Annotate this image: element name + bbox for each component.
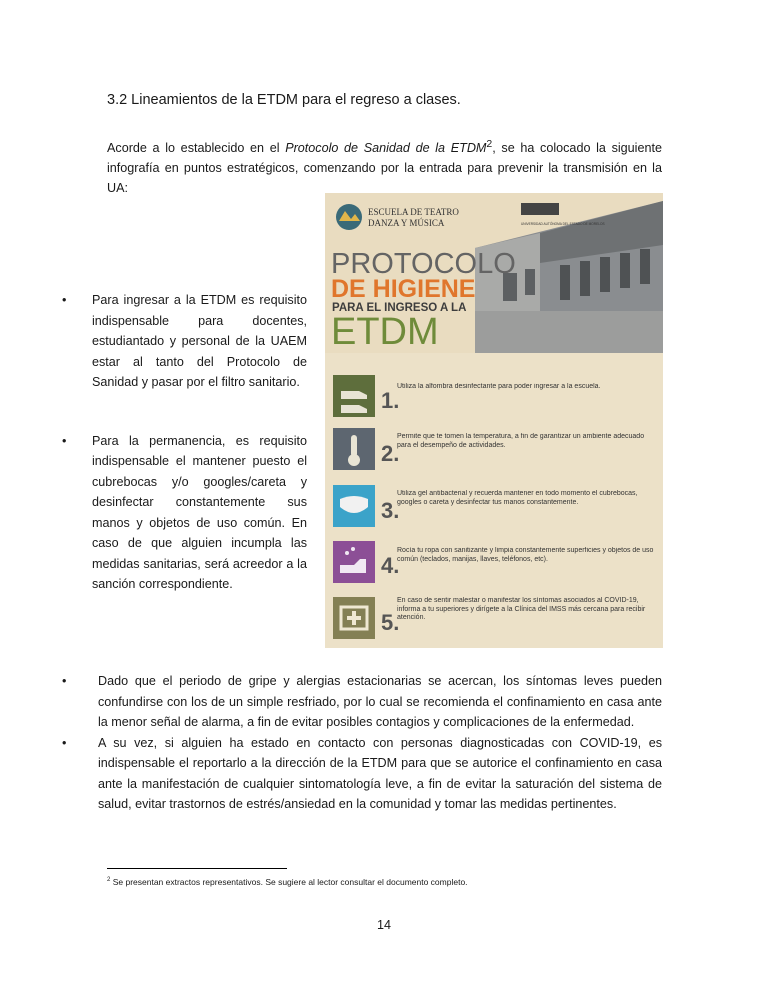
university-name: UNIVERSIDAD AUTÓNOMA DEL ESTADO DE MORELOS <box>521 222 605 226</box>
intro-paragraph <box>107 134 662 198</box>
infographic-graphic <box>325 193 663 648</box>
list-item-text: Para la permanencia, es requisito indispensable el mantener puesto el cubrebocas y/o googles/careta y desinfectar constantemente sus manos y objetos de uso común. En caso de que alguien incumpla las medidas sanitarias, será acreedor a la sanción correspondiente. <box>92 433 307 591</box>
intro-text-after: , se ha colocado la siguiente infografía en puntos estratégicos, comenzando por la entrada para prevenir la transmisión en la UA: <box>107 141 662 196</box>
step-number: 1. <box>381 388 400 413</box>
list-item-text: A su vez, si alguien ha estado en contacto con personas diagnosticadas con COVID-19, es indispensable el reportarlo a la dirección de la ETDM para que se autorice el confinamiento en casa ante la manifestación de cualquier sintomatología leve, a fin de evitar la saturación del sistema de salud, evitar trastornos de estrés/ansiedad en la comunidad y tomar las medidas pertinentes. <box>98 735 662 811</box>
bullet-icon: • <box>62 674 67 688</box>
list-item <box>62 431 307 595</box>
intro-text-before: Acorde a lo establecido en el <box>107 141 286 156</box>
step-text: Permite que te tomen la temperatura, a fin de garantizar un ambiente adecuado para el desempeño de actividades. <box>397 433 645 449</box>
bottom-bullet-list <box>62 671 662 815</box>
list-item <box>62 290 307 393</box>
footnote <box>107 877 468 887</box>
step-number: 2. <box>381 441 400 466</box>
protocol-title: Protocolo de Sanidad de la ETDM <box>285 141 487 156</box>
list-item <box>62 671 662 733</box>
left-bullet-list <box>62 290 307 595</box>
step-text: Utiliza la alfombra desinfectante para poder ingresar a la escuela. <box>397 383 601 390</box>
step-text: Utiliza gel antibacterial y recuerda mantener en todo momento el cubrebocas, googles o careta y desinfectar tus manos constantemente. <box>397 490 638 506</box>
list-item <box>62 733 662 815</box>
school-name-line-1: ESCUELA DE TEATRO <box>368 207 459 217</box>
list-item-text: Dado que el periodo de gripe y alergias estacionarias se acercan, los síntomas leves pueden confundirse con los de un simple resfriado, por lo cual se recomienda el confinamiento en casa ante la menor señal de alarma, a fin de evitar posibles contagios y complicaciones de la enfermedad. <box>98 674 662 729</box>
step-text: En caso de sentir malestar o manifestar los síntomas asociados al COVID-19, informa a tu superiores y dirígete a la Clínica del IMSS más cercana para recibir atención. <box>397 597 646 621</box>
step-number: 4. <box>381 553 400 578</box>
infographic-title-higiene: DE HIGIENE <box>331 275 476 303</box>
footnote-divider <box>107 868 287 869</box>
page-number: 14 <box>376 918 391 932</box>
list-item-text: Para ingresar a la ETDM es requisito indispensable para docentes, estudiantado y personal de la UAEM estar al tanto del Protocolo de Sanidad y pasar por el filtro sanitario. <box>92 293 307 389</box>
school-name-line-2: DANZA Y MÚSICA <box>368 218 445 228</box>
step-number: 3. <box>381 498 400 523</box>
infographic-title-ingreso: PARA EL INGRESO A LA <box>332 302 467 314</box>
section-heading: 3.2 Lineamientos de la ETDM para el regreso a clases. <box>107 92 461 108</box>
step-text: Rocía tu ropa con sanitizante y limpia constantemente superficies y objetos de uso común (teclados, manijas, llaves, teléfonos, etc). <box>397 547 654 563</box>
step-number: 5. <box>381 610 400 635</box>
bullet-icon: • <box>62 735 67 750</box>
university-logo <box>521 203 559 215</box>
footnote-ref: 2 <box>486 138 493 150</box>
infographic-title-protocolo: PROTOCOLO <box>331 248 516 280</box>
infographic-title-etdm: ETDM <box>331 311 439 353</box>
hygiene-protocol-infographic <box>325 193 663 648</box>
bullet-icon: • <box>62 293 67 307</box>
footnote-text: Se presentan extractos representativos. Se sugiere al lector consultar el documento completo. <box>110 877 468 887</box>
bullet-icon: • <box>62 433 67 448</box>
footnote-number: 2 <box>107 877 111 884</box>
